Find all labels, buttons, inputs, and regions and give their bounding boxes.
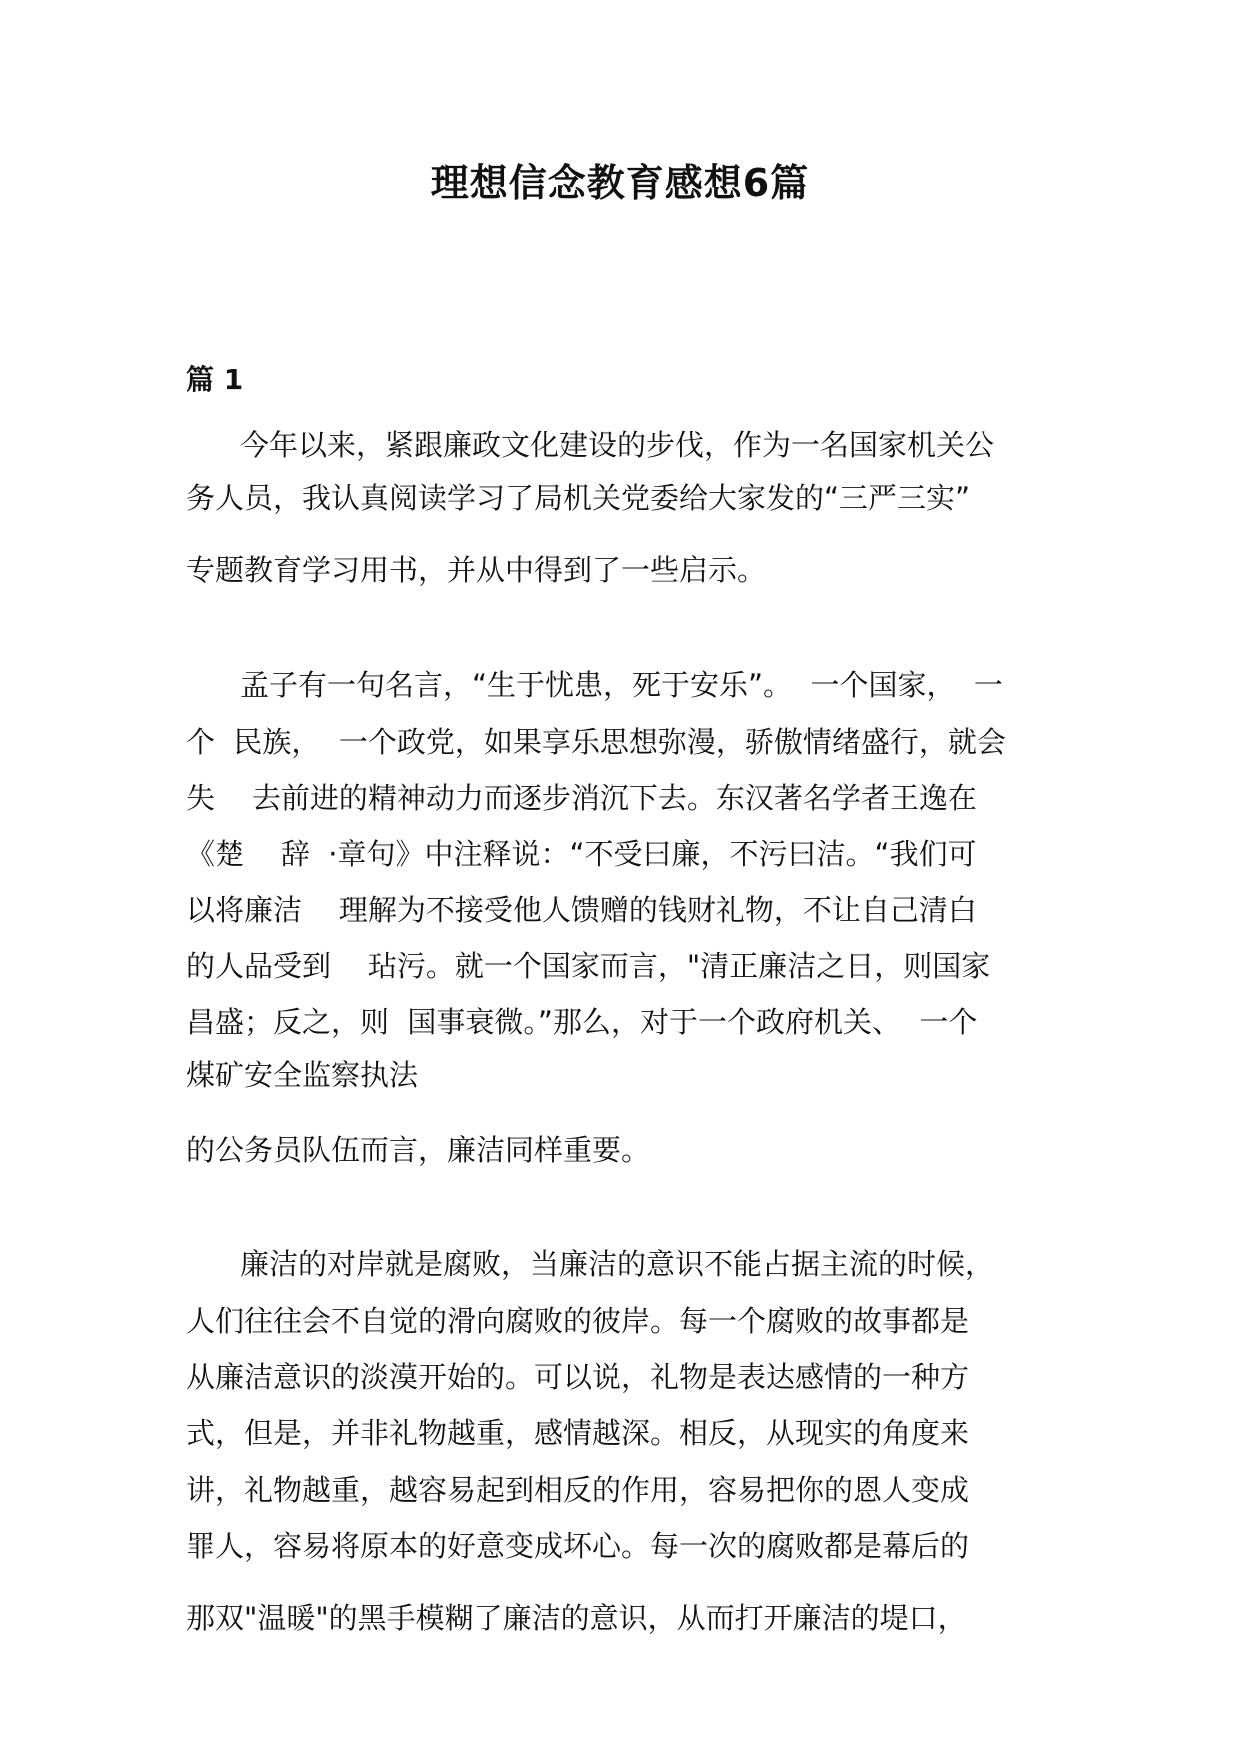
paragraph-line: 讲，礼物越重，越容易起到相反的作用，容易把你的恩人变成 bbox=[186, 1473, 970, 1507]
paragraph-line: 昌盛；反之，则 国事衰微。”那么，对于一个政府机关、 一个 bbox=[186, 1005, 978, 1039]
paragraph-line: 今年以来，紧跟廉政文化建设的步伐，作为一名国家机关公 bbox=[240, 428, 995, 462]
section-heading: 篇 1 bbox=[186, 363, 244, 396]
paragraph-line: 式，但是，并非礼物越重，感情越深。相反，从现实的角度来 bbox=[186, 1416, 970, 1450]
paragraph-line: 专题教育学习用书，并从中得到了一些启示。 bbox=[186, 553, 767, 587]
paragraph-line: 的公务员队伍而言，廉洁同样重要。 bbox=[186, 1133, 651, 1167]
paragraph-line: 人们往往会不自觉的滑向腐败的彼岸。每一个腐败的故事都是 bbox=[186, 1304, 970, 1338]
paragraph-line: 的人品受到 玷污。就一个国家而言，"清正廉洁之日，则国家 bbox=[186, 949, 991, 983]
paragraph-line: 罪人，容易将原本的好意变成坏心。每一次的腐败都是幕后的 bbox=[186, 1529, 970, 1563]
document-title: 理想信念教育感想6篇 bbox=[430, 161, 810, 205]
paragraph-line: 煤矿安全监察执法 bbox=[186, 1058, 419, 1092]
paragraph-line: 《楚 辞 ·章句》中注释说：“不受曰廉，不污曰洁。“我们可 bbox=[186, 837, 977, 871]
paragraph-line: 从廉洁意识的淡漠开始的。可以说，礼物是表达感情的一种方 bbox=[186, 1360, 970, 1394]
paragraph-line: 以将廉洁 理解为不接受他人馈赠的钱财礼物，不让自己清白 bbox=[186, 893, 977, 927]
paragraph-line: 廉洁的对岸就是腐败，当廉洁的意识不能占据主流的时候， bbox=[240, 1247, 995, 1281]
paragraph-line: 个 民族， 一个政党，如果享乐思想弥漫，骄傲情绪盛行，就会 bbox=[186, 725, 1006, 759]
paragraph-line: 务人员，我认真阅读学习了局机关党委给大家发的“三严三实” bbox=[186, 481, 971, 515]
paragraph-line: 失 去前进的精神动力而逐步消沉下去。东汉著名学者王逸在 bbox=[186, 781, 977, 815]
paragraph-line: 那双"温暖"的黑手模糊了廉洁的意识，从而打开廉洁的堤口， bbox=[186, 1601, 967, 1635]
paragraph-line: 孟子有一句名言，“生于忧患，死于安乐”。 一个国家， 一 bbox=[240, 668, 1003, 702]
